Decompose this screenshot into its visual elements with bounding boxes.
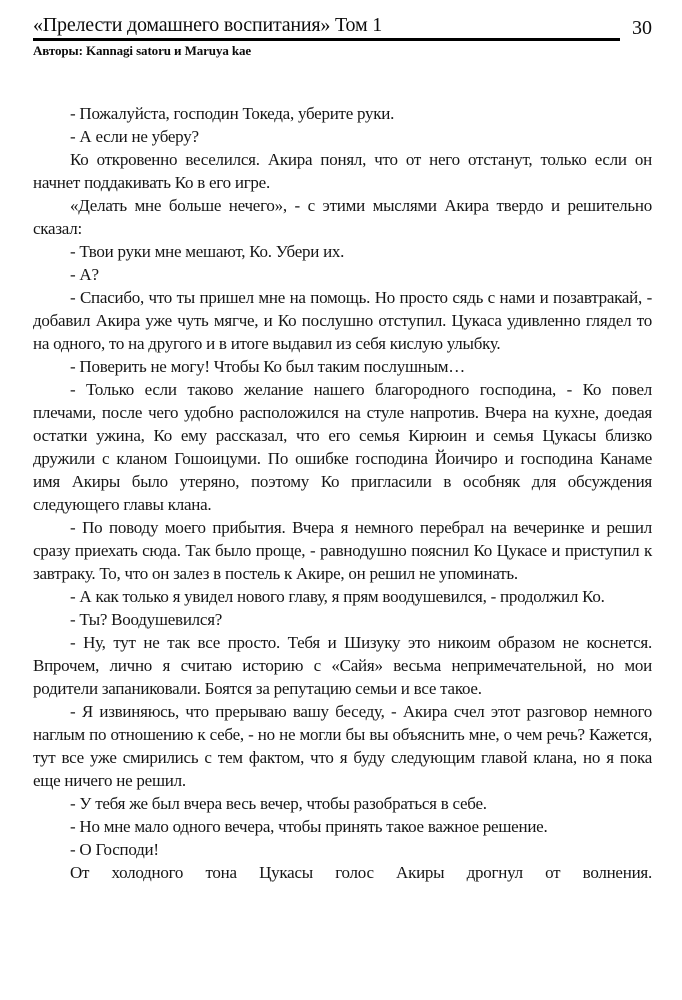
book-title: «Прелести домашнего воспитания» Том 1 (33, 14, 383, 36)
paragraph: - Твои руки мне мешают, Ко. Убери их. (70, 242, 345, 261)
paragraph: От холодного тона Цукасы голос Акиры дрогнул от волнения. (70, 863, 652, 882)
paragraph: - Я извиняюсь, что прерываю вашу беседу, - Акира счел этот разговор немного наглым по отношению к себе, - но не могли бы вы объяснить мне, о чем речь? Кажется, тут все уже смирились с тем фактом, что я буду следующим главой клана, но я пока еще ничего не решил. (33, 702, 652, 790)
page-text (33, 102, 652, 884)
paragraph: - А? (70, 265, 99, 284)
paragraph: - Ты? Воодушевился? (70, 610, 223, 629)
paragraph: - О Господи! (70, 840, 159, 859)
paragraph: - Только если таково желание нашего благородного господина, - Ко повел плечами, после чего удобно расположился на стуле напротив. Вчера на кухне, доедая остатки ужина, Ко ему рассказал, что его семья Кирюин и семья Цукасы близко дружили с кланом Гошоицуми. По ошибке господина Йоичиро и господина Канаме имя Акиры было утеряно, поэтому Ко пригласили в особняк для обсуждения следующего главы клана. (33, 380, 652, 514)
paragraph: - Пожалуйста, господин Токеда, уберите руки. (70, 104, 395, 123)
paragraph: - Но мне мало одного вечера, чтобы принять такое важное решение. (70, 817, 548, 836)
page-number: 30 (632, 17, 652, 39)
paragraph: - А если не уберу? (70, 127, 199, 146)
paragraph: - По поводу моего прибытия. Вчера я немного перебрал на вечеринке и решил сразу приехать сюда. Так было проще, - равнодушно пояснил Ко Цукасе и приступил к завтраку. То, что он залез в постель к Акире, он решил не упоминать. (33, 518, 652, 583)
paragraph: - А как только я увидел нового главу, я прям воодушевился, - продолжил Ко. (70, 587, 605, 606)
header-title-underline (33, 14, 620, 41)
paragraph: Ко откровенно веселился. Акира понял, что от него отстанут, только если он начнет поддакивать Ко в его игре. (33, 150, 652, 192)
page-header (33, 14, 652, 41)
paragraph: - Спасибо, что ты пришел мне на помощь. Но просто сядь с нами и позавтракай, - добавил Акира уже чуть мягче, и Ко послушно отступил. Цукаса удивленно глядел то на одного, то на другого и в итоге выдавил из себя кислую улыбку. (33, 288, 652, 353)
paragraph: «Делать мне больше нечего», - с этими мыслями Акира твердо и решительно сказал: (33, 196, 652, 238)
authors-line: Авторы: Kannagi satoru и Maruya kae (33, 43, 252, 58)
paragraph: - У тебя же был вчера весь вечер, чтобы разобраться в себе. (70, 794, 487, 813)
paragraph: - Поверить не могу! Чтобы Ко был таким послушным… (70, 357, 466, 376)
paragraph: - Ну, тут не так все просто. Тебя и Шизуку это никоим образом не коснется. Впрочем, лично я считаю историю с «Сайя» весьма непримечательной, но мои родители запаниковали. Боятся за репутацию семьи и все такое. (33, 633, 652, 698)
